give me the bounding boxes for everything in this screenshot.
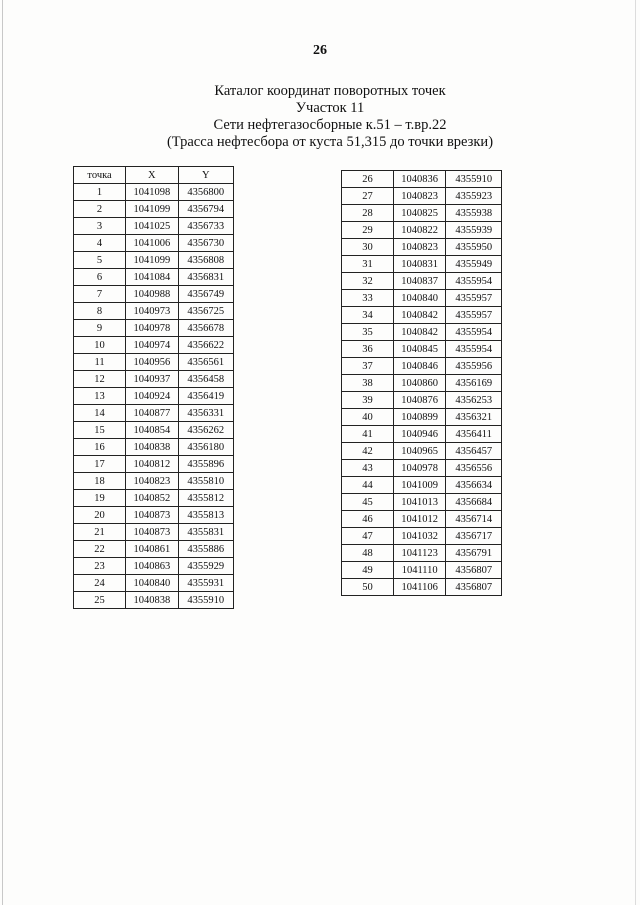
x-coordinate-cell: 1040838 — [126, 439, 179, 456]
y-coordinate-cell: 4356678 — [178, 320, 233, 337]
table-row — [342, 460, 502, 477]
point-number-cell: 36 — [342, 341, 394, 358]
table-row — [342, 222, 502, 239]
x-coordinate-cell: 1040978 — [126, 320, 179, 337]
page-number: 26 — [313, 43, 327, 58]
table-row — [342, 545, 502, 562]
point-number-cell: 4 — [74, 235, 126, 252]
table-row — [342, 273, 502, 290]
point-number-cell: 26 — [342, 171, 394, 188]
y-coordinate-cell: 4356791 — [446, 545, 502, 562]
point-number-cell: 6 — [74, 269, 126, 286]
y-coordinate-cell: 4355957 — [446, 290, 502, 307]
header-x: X — [126, 167, 179, 184]
point-number-cell: 30 — [342, 239, 394, 256]
x-coordinate-cell: 1040825 — [393, 205, 446, 222]
table-row — [342, 307, 502, 324]
table-row — [342, 409, 502, 426]
x-coordinate-cell: 1041099 — [126, 201, 179, 218]
y-coordinate-cell: 4355831 — [178, 524, 233, 541]
point-number-cell: 37 — [342, 358, 394, 375]
y-coordinate-cell: 4356808 — [178, 252, 233, 269]
table-row — [342, 443, 502, 460]
point-number-cell: 43 — [342, 460, 394, 477]
y-coordinate-cell: 4356807 — [446, 562, 502, 579]
y-coordinate-cell: 4355931 — [178, 575, 233, 592]
x-coordinate-cell: 1041110 — [393, 562, 446, 579]
coordinates-table-right — [341, 170, 502, 596]
x-coordinate-cell: 1040965 — [393, 443, 446, 460]
table-row — [74, 218, 234, 235]
table-header-row — [74, 167, 234, 184]
coordinates-table-left — [73, 166, 234, 609]
x-coordinate-cell: 1041099 — [126, 252, 179, 269]
x-coordinate-cell: 1040924 — [126, 388, 179, 405]
table-row — [74, 439, 234, 456]
table-row — [342, 290, 502, 307]
table-row — [74, 575, 234, 592]
y-coordinate-cell: 4355896 — [178, 456, 233, 473]
point-number-cell: 44 — [342, 477, 394, 494]
y-coordinate-cell: 4355910 — [178, 592, 233, 609]
table-row — [342, 511, 502, 528]
y-coordinate-cell: 4355886 — [178, 541, 233, 558]
y-coordinate-cell: 4356411 — [446, 426, 502, 443]
y-coordinate-cell: 4356331 — [178, 405, 233, 422]
x-coordinate-cell: 1040854 — [126, 422, 179, 439]
point-number-cell: 28 — [342, 205, 394, 222]
header-y: Y — [178, 167, 233, 184]
x-coordinate-cell: 1041009 — [393, 477, 446, 494]
table-row — [342, 477, 502, 494]
x-coordinate-cell: 1040840 — [126, 575, 179, 592]
x-coordinate-cell: 1041032 — [393, 528, 446, 545]
point-number-cell: 34 — [342, 307, 394, 324]
y-coordinate-cell: 4355923 — [446, 188, 502, 205]
point-number-cell: 38 — [342, 375, 394, 392]
table-row — [74, 490, 234, 507]
y-coordinate-cell: 4356730 — [178, 235, 233, 252]
point-number-cell: 31 — [342, 256, 394, 273]
x-coordinate-cell: 1040973 — [126, 303, 179, 320]
point-number-cell: 15 — [74, 422, 126, 439]
y-coordinate-cell: 4355954 — [446, 273, 502, 290]
table-row — [74, 456, 234, 473]
x-coordinate-cell: 1040842 — [393, 307, 446, 324]
y-coordinate-cell: 4356807 — [446, 579, 502, 596]
point-number-cell: 18 — [74, 473, 126, 490]
scan-edge-right — [635, 0, 636, 905]
x-coordinate-cell: 1040831 — [393, 256, 446, 273]
x-coordinate-cell: 1040842 — [393, 324, 446, 341]
table-row — [74, 422, 234, 439]
y-coordinate-cell: 4355910 — [446, 171, 502, 188]
y-coordinate-cell: 4356458 — [178, 371, 233, 388]
point-number-cell: 21 — [74, 524, 126, 541]
table-row — [74, 592, 234, 609]
table-row — [74, 405, 234, 422]
x-coordinate-cell: 1040863 — [126, 558, 179, 575]
x-coordinate-cell: 1041123 — [393, 545, 446, 562]
x-coordinate-cell: 1040876 — [393, 392, 446, 409]
point-number-cell: 40 — [342, 409, 394, 426]
x-coordinate-cell: 1040974 — [126, 337, 179, 354]
point-number-cell: 25 — [74, 592, 126, 609]
y-coordinate-cell: 4355939 — [446, 222, 502, 239]
y-coordinate-cell: 4355954 — [446, 341, 502, 358]
y-coordinate-cell: 4356634 — [446, 477, 502, 494]
point-number-cell: 49 — [342, 562, 394, 579]
table-row — [342, 358, 502, 375]
point-number-cell: 32 — [342, 273, 394, 290]
x-coordinate-cell: 1040822 — [393, 222, 446, 239]
scan-edge-left — [2, 0, 3, 905]
point-number-cell: 29 — [342, 222, 394, 239]
x-coordinate-cell: 1040861 — [126, 541, 179, 558]
table-row — [342, 528, 502, 545]
point-number-cell: 19 — [74, 490, 126, 507]
table-row — [74, 235, 234, 252]
x-coordinate-cell: 1040946 — [393, 426, 446, 443]
title-block — [140, 83, 520, 151]
x-coordinate-cell: 1041025 — [126, 218, 179, 235]
point-number-cell: 45 — [342, 494, 394, 511]
table-row — [342, 562, 502, 579]
point-number-cell: 24 — [74, 575, 126, 592]
table-row — [342, 426, 502, 443]
table-row — [342, 188, 502, 205]
x-coordinate-cell: 1040877 — [126, 405, 179, 422]
y-coordinate-cell: 4356717 — [446, 528, 502, 545]
point-number-cell: 5 — [74, 252, 126, 269]
y-coordinate-cell: 4356714 — [446, 511, 502, 528]
point-number-cell: 11 — [74, 354, 126, 371]
table-row — [74, 388, 234, 405]
point-number-cell: 50 — [342, 579, 394, 596]
table-row — [74, 252, 234, 269]
y-coordinate-cell: 4356800 — [178, 184, 233, 201]
y-coordinate-cell: 4356622 — [178, 337, 233, 354]
x-coordinate-cell: 1040978 — [393, 460, 446, 477]
x-coordinate-cell: 1040812 — [126, 456, 179, 473]
title-line-4: (Трасса нефтесбора от куста 51,315 до точки врезки) — [166, 134, 494, 150]
x-coordinate-cell: 1040899 — [393, 409, 446, 426]
point-number-cell: 27 — [342, 188, 394, 205]
point-number-cell: 2 — [74, 201, 126, 218]
point-number-cell: 20 — [74, 507, 126, 524]
table-row — [74, 201, 234, 218]
table-row — [74, 303, 234, 320]
x-coordinate-cell: 1040823 — [126, 473, 179, 490]
y-coordinate-cell: 4356794 — [178, 201, 233, 218]
title-line-3: Сети нефтегазосборные к.51 – т.вр.22 — [213, 117, 447, 133]
y-coordinate-cell: 4356733 — [178, 218, 233, 235]
y-coordinate-cell: 4356684 — [446, 494, 502, 511]
table-row — [74, 286, 234, 303]
point-number-cell: 35 — [342, 324, 394, 341]
y-coordinate-cell: 4355954 — [446, 324, 502, 341]
point-number-cell: 42 — [342, 443, 394, 460]
x-coordinate-cell: 1040852 — [126, 490, 179, 507]
table-row — [74, 473, 234, 490]
point-number-cell: 10 — [74, 337, 126, 354]
x-coordinate-cell: 1040840 — [393, 290, 446, 307]
x-coordinate-cell: 1040838 — [126, 592, 179, 609]
x-coordinate-cell: 1040937 — [126, 371, 179, 388]
point-number-cell: 17 — [74, 456, 126, 473]
point-number-cell: 13 — [74, 388, 126, 405]
header-point: точка — [74, 167, 126, 184]
y-coordinate-cell: 4356180 — [178, 439, 233, 456]
table-row — [74, 524, 234, 541]
point-number-cell: 3 — [74, 218, 126, 235]
table-row — [74, 371, 234, 388]
y-coordinate-cell: 4356169 — [446, 375, 502, 392]
y-coordinate-cell: 4355938 — [446, 205, 502, 222]
x-coordinate-cell: 1040846 — [393, 358, 446, 375]
x-coordinate-cell: 1041084 — [126, 269, 179, 286]
y-coordinate-cell: 4356725 — [178, 303, 233, 320]
point-number-cell: 47 — [342, 528, 394, 545]
y-coordinate-cell: 4355929 — [178, 558, 233, 575]
x-coordinate-cell: 1041106 — [393, 579, 446, 596]
table-row — [342, 392, 502, 409]
point-number-cell: 9 — [74, 320, 126, 337]
x-coordinate-cell: 1040873 — [126, 524, 179, 541]
y-coordinate-cell: 4355812 — [178, 490, 233, 507]
y-coordinate-cell: 4355813 — [178, 507, 233, 524]
title-line-2: Участок 11 — [295, 100, 365, 116]
y-coordinate-cell: 4356457 — [446, 443, 502, 460]
y-coordinate-cell: 4355957 — [446, 307, 502, 324]
table-row — [342, 494, 502, 511]
point-number-cell: 33 — [342, 290, 394, 307]
point-number-cell: 22 — [74, 541, 126, 558]
y-coordinate-cell: 4356561 — [178, 354, 233, 371]
x-coordinate-cell: 1041098 — [126, 184, 179, 201]
point-number-cell: 12 — [74, 371, 126, 388]
y-coordinate-cell: 4356262 — [178, 422, 233, 439]
table-row — [342, 239, 502, 256]
point-number-cell: 1 — [74, 184, 126, 201]
table-row — [74, 558, 234, 575]
table-row — [342, 171, 502, 188]
table-row — [74, 507, 234, 524]
point-number-cell: 16 — [74, 439, 126, 456]
table-row — [342, 324, 502, 341]
x-coordinate-cell: 1041012 — [393, 511, 446, 528]
y-coordinate-cell: 4356556 — [446, 460, 502, 477]
x-coordinate-cell: 1040836 — [393, 171, 446, 188]
x-coordinate-cell: 1040860 — [393, 375, 446, 392]
y-coordinate-cell: 4356321 — [446, 409, 502, 426]
title-line-1: Каталог координат поворотных точек — [214, 83, 446, 99]
y-coordinate-cell: 4355956 — [446, 358, 502, 375]
x-coordinate-cell: 1040873 — [126, 507, 179, 524]
point-number-cell: 41 — [342, 426, 394, 443]
y-coordinate-cell: 4356253 — [446, 392, 502, 409]
point-number-cell: 23 — [74, 558, 126, 575]
point-number-cell: 7 — [74, 286, 126, 303]
table-row — [342, 341, 502, 358]
y-coordinate-cell: 4355949 — [446, 256, 502, 273]
y-coordinate-cell: 4356831 — [178, 269, 233, 286]
point-number-cell: 46 — [342, 511, 394, 528]
x-coordinate-cell: 1041013 — [393, 494, 446, 511]
table-row — [342, 205, 502, 222]
y-coordinate-cell: 4355810 — [178, 473, 233, 490]
table-row — [74, 269, 234, 286]
table-row — [74, 354, 234, 371]
table-row — [74, 541, 234, 558]
table-row — [342, 256, 502, 273]
x-coordinate-cell: 1040956 — [126, 354, 179, 371]
y-coordinate-cell: 4356419 — [178, 388, 233, 405]
x-coordinate-cell: 1040988 — [126, 286, 179, 303]
y-coordinate-cell: 4355950 — [446, 239, 502, 256]
x-coordinate-cell: 1040823 — [393, 239, 446, 256]
x-coordinate-cell: 1040837 — [393, 273, 446, 290]
table-row — [74, 320, 234, 337]
x-coordinate-cell: 1041006 — [126, 235, 179, 252]
point-number-cell: 39 — [342, 392, 394, 409]
point-number-cell: 8 — [74, 303, 126, 320]
y-coordinate-cell: 4356749 — [178, 286, 233, 303]
table-row — [342, 375, 502, 392]
table-row — [74, 184, 234, 201]
table-row — [74, 337, 234, 354]
x-coordinate-cell: 1040823 — [393, 188, 446, 205]
x-coordinate-cell: 1040845 — [393, 341, 446, 358]
table-row — [342, 579, 502, 596]
point-number-cell: 48 — [342, 545, 394, 562]
point-number-cell: 14 — [74, 405, 126, 422]
